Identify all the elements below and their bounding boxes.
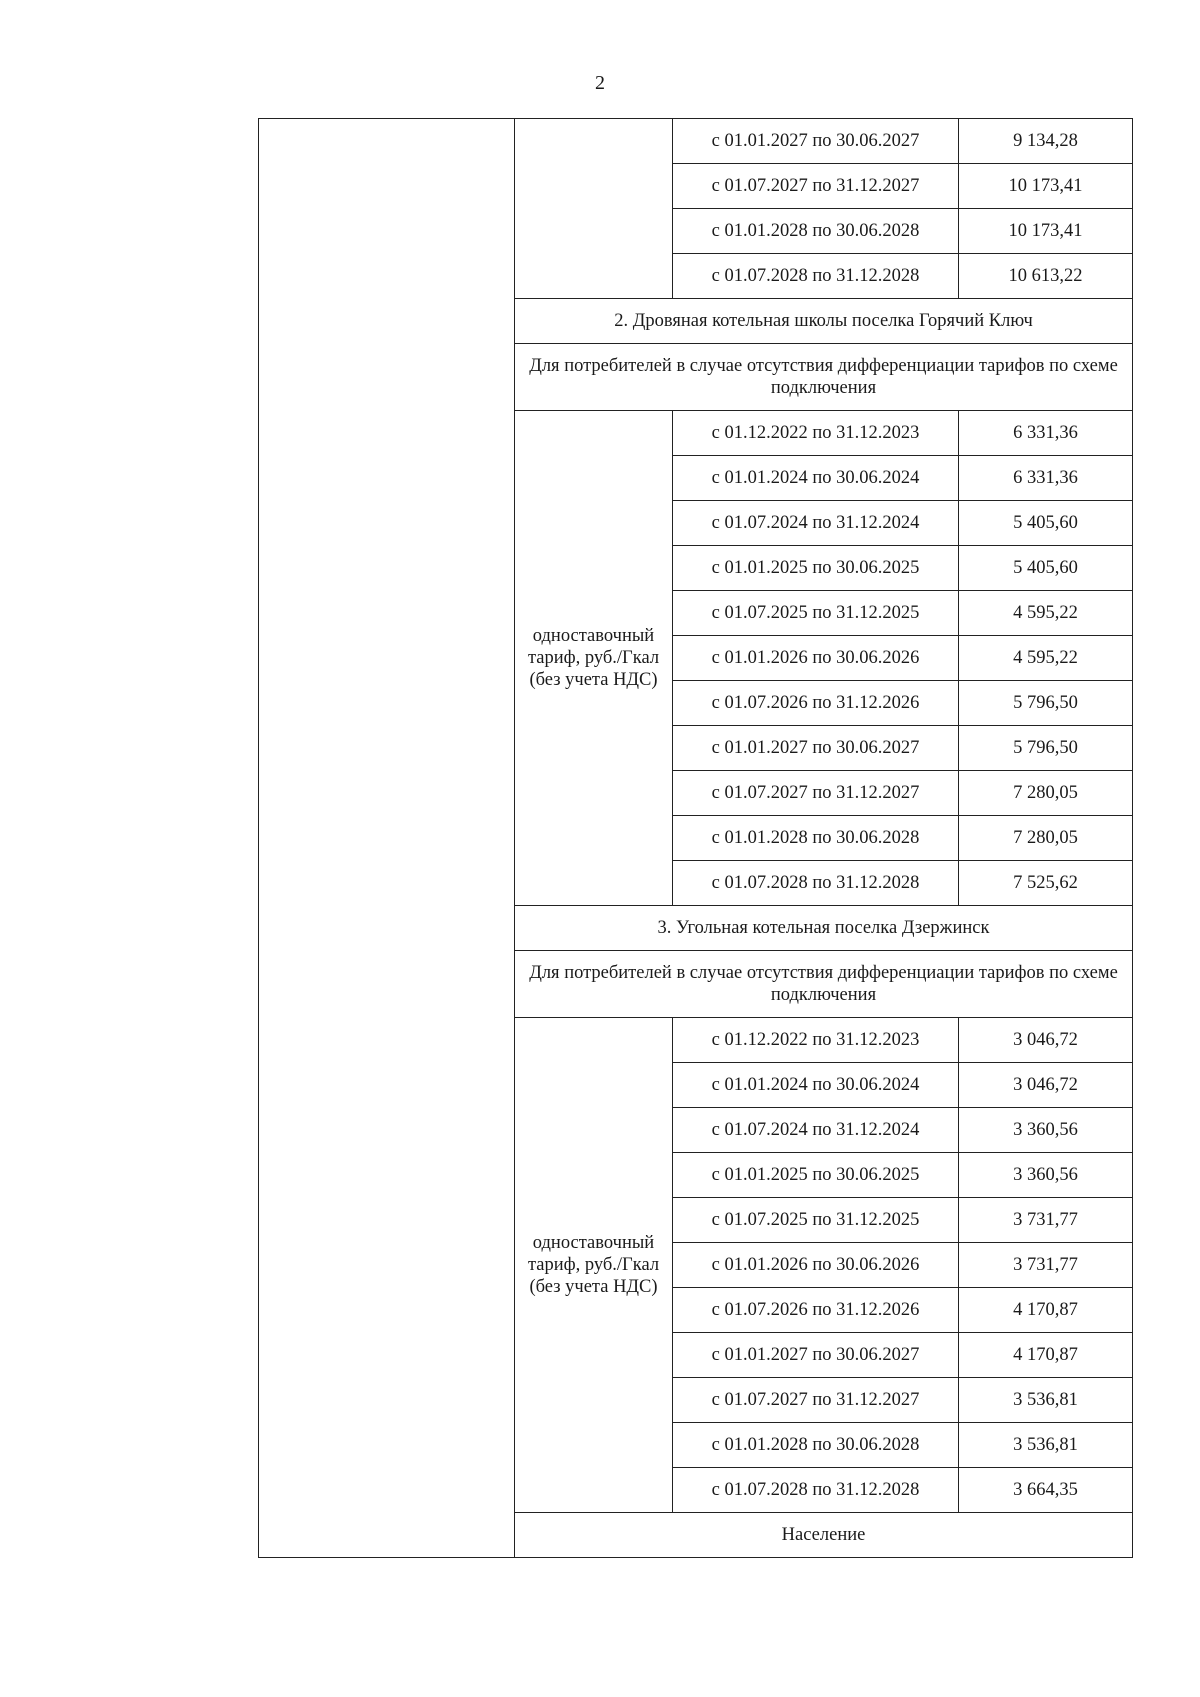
value-cell: 3 731,77 <box>959 1198 1133 1243</box>
period-cell: с 01.01.2024 по 30.06.2024 <box>673 1063 959 1108</box>
period-cell: с 01.01.2026 по 30.06.2026 <box>673 636 959 681</box>
tariff-table <box>258 118 1133 1558</box>
period-cell: с 01.01.2024 по 30.06.2024 <box>673 456 959 501</box>
tariff-type-cell: одноставочный тариф, руб./Гкал (без учета НДС) <box>515 1018 673 1513</box>
period-cell: с 01.01.2028 по 30.06.2028 <box>673 816 959 861</box>
value-cell: 3 046,72 <box>959 1063 1133 1108</box>
value-cell: 5 796,50 <box>959 681 1133 726</box>
value-cell: 6 331,36 <box>959 456 1133 501</box>
section-title: 3. Угольная котельная поселка Дзержинск <box>515 906 1133 951</box>
period-cell: с 01.01.2025 по 30.06.2025 <box>673 546 959 591</box>
period-cell: с 01.07.2024 по 31.12.2024 <box>673 1108 959 1153</box>
period-cell: с 01.12.2022 по 31.12.2023 <box>673 1018 959 1063</box>
value-cell: 3 664,35 <box>959 1468 1133 1513</box>
period-cell: с 01.12.2022 по 31.12.2023 <box>673 411 959 456</box>
table-row <box>259 119 1133 164</box>
value-cell: 5 405,60 <box>959 501 1133 546</box>
value-cell: 7 280,05 <box>959 771 1133 816</box>
blank-left-cell <box>259 119 515 1558</box>
population-label: Население <box>515 1513 1133 1558</box>
value-cell: 10 613,22 <box>959 254 1133 299</box>
value-cell: 3 360,56 <box>959 1153 1133 1198</box>
period-cell: с 01.07.2028 по 31.12.2028 <box>673 861 959 906</box>
period-cell: с 01.01.2028 по 30.06.2028 <box>673 209 959 254</box>
value-cell: 10 173,41 <box>959 164 1133 209</box>
value-cell: 6 331,36 <box>959 411 1133 456</box>
value-cell: 5 405,60 <box>959 546 1133 591</box>
page-number: 2 <box>595 72 605 94</box>
tariff-type-cell: одноставочный тариф, руб./Гкал (без учета НДС) <box>515 411 673 906</box>
period-cell: с 01.07.2027 по 31.12.2027 <box>673 771 959 816</box>
value-cell: 7 525,62 <box>959 861 1133 906</box>
period-cell: с 01.01.2028 по 30.06.2028 <box>673 1423 959 1468</box>
value-cell: 4 170,87 <box>959 1333 1133 1378</box>
value-cell: 4 595,22 <box>959 591 1133 636</box>
period-cell: с 01.07.2026 по 31.12.2026 <box>673 1288 959 1333</box>
section-title: 2. Дровяная котельная школы поселка Горячий Ключ <box>515 299 1133 344</box>
value-cell: 10 173,41 <box>959 209 1133 254</box>
value-cell: 3 731,77 <box>959 1243 1133 1288</box>
value-cell: 3 536,81 <box>959 1423 1133 1468</box>
period-cell: с 01.07.2027 по 31.12.2027 <box>673 164 959 209</box>
period-cell: с 01.07.2024 по 31.12.2024 <box>673 501 959 546</box>
period-cell: с 01.07.2025 по 31.12.2025 <box>673 591 959 636</box>
period-cell: с 01.07.2025 по 31.12.2025 <box>673 1198 959 1243</box>
period-cell: с 01.01.2027 по 30.06.2027 <box>673 726 959 771</box>
value-cell: 4 170,87 <box>959 1288 1133 1333</box>
value-cell: 5 796,50 <box>959 726 1133 771</box>
period-cell: с 01.07.2026 по 31.12.2026 <box>673 681 959 726</box>
value-cell: 3 360,56 <box>959 1108 1133 1153</box>
period-cell: с 01.01.2026 по 30.06.2026 <box>673 1243 959 1288</box>
period-cell: с 01.01.2027 по 30.06.2027 <box>673 1333 959 1378</box>
tariff-type-cell-continued <box>515 119 673 299</box>
period-cell: с 01.07.2027 по 31.12.2027 <box>673 1378 959 1423</box>
value-cell: 7 280,05 <box>959 816 1133 861</box>
value-cell: 3 536,81 <box>959 1378 1133 1423</box>
period-cell: с 01.07.2028 по 31.12.2028 <box>673 254 959 299</box>
period-cell: с 01.01.2027 по 30.06.2027 <box>673 119 959 164</box>
period-cell: с 01.07.2028 по 31.12.2028 <box>673 1468 959 1513</box>
value-cell: 4 595,22 <box>959 636 1133 681</box>
value-cell: 9 134,28 <box>959 119 1133 164</box>
consumer-group: Для потребителей в случае отсутствия дифференциации тарифов по схеме подключения <box>515 344 1133 411</box>
value-cell: 3 046,72 <box>959 1018 1133 1063</box>
period-cell: с 01.01.2025 по 30.06.2025 <box>673 1153 959 1198</box>
consumer-group: Для потребителей в случае отсутствия дифференциации тарифов по схеме подключения <box>515 951 1133 1018</box>
